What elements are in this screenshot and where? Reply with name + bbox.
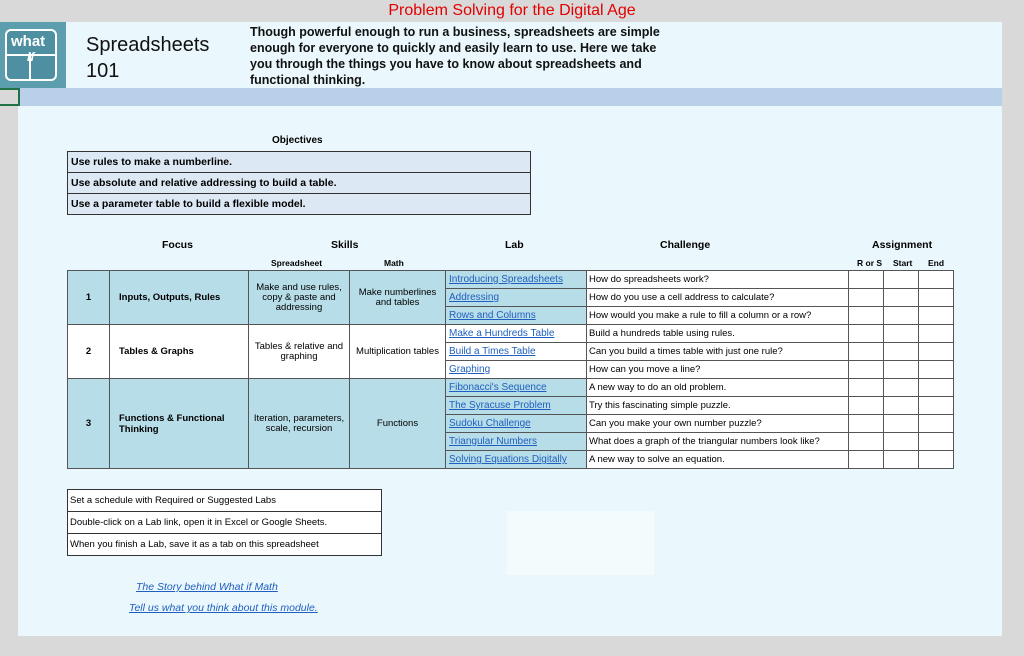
table-row <box>68 325 954 343</box>
start-cell[interactable] <box>884 325 919 343</box>
lab-link[interactable]: Introducing Spreadsheets <box>449 274 563 285</box>
end-cell[interactable] <box>919 361 954 379</box>
instruction-item: Set a schedule with Required or Suggested Labs <box>68 490 382 512</box>
r-or-s-cell[interactable] <box>849 325 884 343</box>
start-cell[interactable] <box>884 343 919 361</box>
logo-word-what: what <box>11 33 46 50</box>
challenge-cell: Can you build a times table with just one rule? <box>587 343 849 361</box>
focus-header: Focus <box>162 239 193 251</box>
challenge-cell: Build a hundreds table using rules. <box>587 325 849 343</box>
spreadsheet-subheader: Spreadsheet <box>271 258 323 268</box>
start-cell[interactable] <box>884 289 919 307</box>
unit-focus: Functions & Functional Thinking <box>110 379 249 469</box>
start-cell[interactable] <box>884 451 919 469</box>
r-or-s-cell[interactable] <box>849 361 884 379</box>
challenge-cell: What does a graph of the triangular numbers look like? <box>587 433 849 451</box>
blank-panel <box>507 511 654 575</box>
end-cell[interactable] <box>919 415 954 433</box>
feedback-link[interactable]: Tell us what you think about this module. <box>129 602 318 614</box>
unit-number: 2 <box>68 325 110 379</box>
curriculum-table <box>67 270 954 469</box>
banner-title: Problem Solving for the Digital Age <box>388 2 636 19</box>
start-cell[interactable] <box>884 397 919 415</box>
challenge-cell: How can you move a line? <box>587 361 849 379</box>
instructions-table <box>67 489 382 556</box>
assignment-header: Assignment <box>872 239 933 251</box>
r-or-s-cell[interactable] <box>849 271 884 289</box>
unit-number: 1 <box>68 271 110 325</box>
lab-link[interactable]: Fibonacci's Sequence <box>449 382 547 393</box>
header-band <box>18 88 1002 106</box>
r-or-s-cell[interactable] <box>849 343 884 361</box>
unit-spreadsheet-skill: Make and use rules, copy & paste and addressing <box>249 271 350 325</box>
unit-number: 3 <box>68 379 110 469</box>
unit-focus: Tables & Graphs <box>110 325 249 379</box>
end-cell[interactable] <box>919 289 954 307</box>
end-cell[interactable] <box>919 325 954 343</box>
end-cell[interactable] <box>919 343 954 361</box>
lab-link[interactable]: Build a Times Table <box>449 346 536 357</box>
objective-item[interactable]: Use rules to make a numberline. <box>68 152 531 173</box>
title-line-1: Spreadsheets <box>86 34 210 56</box>
lab-link[interactable]: The Syracuse Problem <box>449 400 551 411</box>
r-or-s-cell[interactable] <box>849 451 884 469</box>
skills-header: Skills <box>331 239 359 251</box>
challenge-cell: How would you make a rule to fill a column or a row? <box>587 307 849 325</box>
lab-link[interactable]: Make a Hundreds Table <box>449 328 555 339</box>
page-title <box>86 32 209 84</box>
logo-word-if: if <box>27 50 35 64</box>
challenge-cell: Can you make your own number puzzle? <box>587 415 849 433</box>
r-or-s-cell[interactable] <box>849 397 884 415</box>
selected-cell[interactable] <box>0 88 20 106</box>
lab-link[interactable]: Triangular Numbers <box>449 436 537 447</box>
challenge-cell: How do spreadsheets work? <box>587 271 849 289</box>
unit-math-skill: Multiplication tables <box>350 325 446 379</box>
instruction-item: When you finish a Lab, save it as a tab on this spreadsheet <box>68 534 382 556</box>
challenge-cell: Try this fascinating simple puzzle. <box>587 397 849 415</box>
math-subheader: Math <box>384 258 404 268</box>
start-subheader: Start <box>893 258 913 268</box>
objective-item[interactable]: Use absolute and relative addressing to build a table. <box>68 173 531 194</box>
end-cell[interactable] <box>919 451 954 469</box>
unit-spreadsheet-skill: Tables & relative and graphing <box>249 325 350 379</box>
what-if-logo <box>5 29 57 81</box>
unit-focus: Inputs, Outputs, Rules <box>110 271 249 325</box>
start-cell[interactable] <box>884 415 919 433</box>
r-or-s-cell[interactable] <box>849 307 884 325</box>
challenge-cell: A new way to do an old problem. <box>587 379 849 397</box>
end-cell[interactable] <box>919 307 954 325</box>
unit-math-skill: Make numberlines and tables <box>350 271 446 325</box>
r-or-s-cell[interactable] <box>849 433 884 451</box>
lab-link[interactable]: Graphing <box>449 364 491 375</box>
challenge-cell: How do you use a cell address to calculate? <box>587 289 849 307</box>
instruction-item: Double-click on a Lab link, open it in Excel or Google Sheets. <box>68 512 382 534</box>
end-cell[interactable] <box>919 271 954 289</box>
unit-math-skill: Functions <box>350 379 446 469</box>
start-cell[interactable] <box>884 379 919 397</box>
table-row <box>68 379 954 397</box>
r-or-s-cell[interactable] <box>849 289 884 307</box>
end-cell[interactable] <box>919 433 954 451</box>
title-line-2: 101 <box>86 60 120 82</box>
r-or-s-cell[interactable] <box>849 379 884 397</box>
end-subheader: End <box>928 258 945 268</box>
challenge-cell: A new way to solve an equation. <box>587 451 849 469</box>
logo-tile <box>0 22 66 88</box>
end-cell[interactable] <box>919 379 954 397</box>
lab-link[interactable]: Sudoku Challenge <box>449 418 531 429</box>
start-cell[interactable] <box>884 271 919 289</box>
objectives-table <box>67 151 531 215</box>
start-cell[interactable] <box>884 433 919 451</box>
lab-header: Lab <box>505 239 524 251</box>
lab-link[interactable]: Addressing <box>449 292 500 303</box>
table-row <box>68 271 954 289</box>
end-cell[interactable] <box>919 397 954 415</box>
story-link[interactable]: The Story behind What if Math <box>136 581 278 593</box>
intro-text: Though powerful enough to run a business, spreadsheets are simple enough for everyone to quickly and easily learn to use. Here we take you through the things you have to know about spreadsheets and functional thinking. <box>250 25 660 87</box>
start-cell[interactable] <box>884 361 919 379</box>
r-or-s-cell[interactable] <box>849 415 884 433</box>
challenge-header: Challenge <box>660 239 711 251</box>
start-cell[interactable] <box>884 307 919 325</box>
r-or-s-subheader: R or S <box>857 258 883 268</box>
objective-item[interactable]: Use a parameter table to build a flexible model. <box>68 194 531 215</box>
lab-link[interactable]: Rows and Columns <box>449 310 536 321</box>
objectives-heading: Objectives <box>272 135 323 146</box>
lab-link[interactable]: Solving Equations Digitally <box>449 454 567 465</box>
unit-spreadsheet-skill: Iteration, parameters, scale, recursion <box>249 379 350 469</box>
